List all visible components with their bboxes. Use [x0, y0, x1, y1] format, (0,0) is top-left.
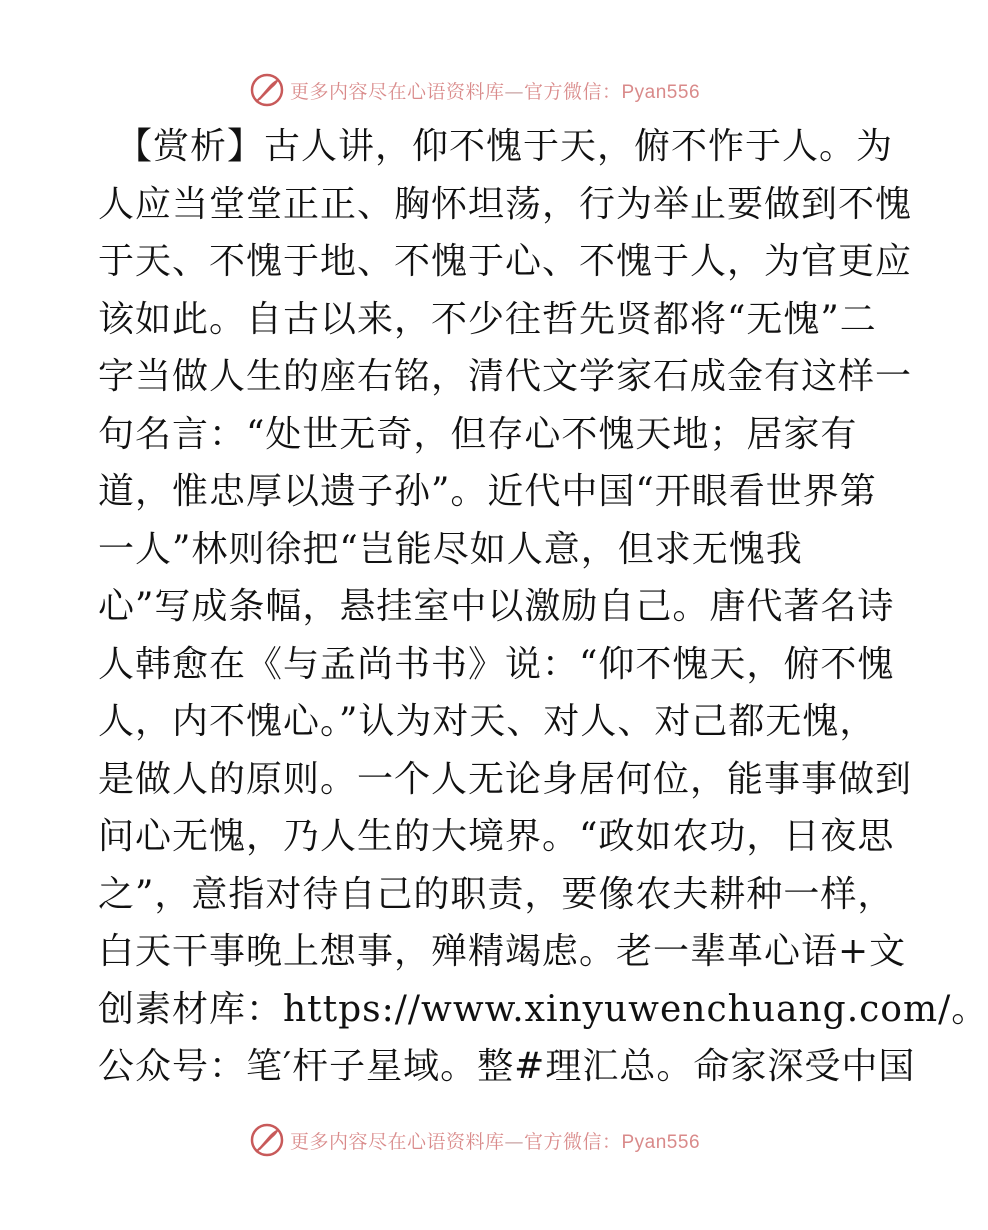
document-body: [98, 118, 988, 1118]
footer-watermark-banner: [0, 1120, 950, 1160]
text-line: 该如此。自古以来，不少往哲先贤都将“无愧”二: [98, 298, 877, 340]
text-line: 人应当堂堂正正、胸怀坦荡，行为举止要做到不愧: [98, 183, 913, 225]
banner-contact-id: Pyan556: [621, 1131, 701, 1153]
quill-pen-logo-icon: [250, 73, 284, 107]
banner-separator: —: [504, 1130, 524, 1153]
banner-title: 更多内容尽在心语资料库: [289, 1130, 505, 1153]
text-line: 白天干事晚上想事，殚精竭虑。老一辈革心语+文: [98, 931, 907, 972]
text-line: 字当做人生的座右铭，清代文学家石成金有这样一: [98, 356, 913, 397]
banner-contact-label: 官方微信：: [523, 1130, 622, 1153]
text-line: 心”写成条幅，悬挂室中以激励自己。唐代著名诗: [98, 586, 895, 627]
banner-contact-id: Pyan556: [621, 81, 701, 103]
text-line: 问心无愧，乃人生的大境界。“政如农功，日夜思: [98, 816, 895, 857]
text-line: 句名言：“处世无奇，但存心不愧天地；居家有: [98, 413, 858, 455]
text-line: 人韩愈在《与孟尚书书》说：“仰不愧天，俯不愧: [98, 643, 895, 685]
text-line: 于天、不愧于地、不愧于心、不愧于人，为官更应: [98, 241, 913, 282]
banner-separator: —: [504, 80, 524, 103]
text-line: 道，惟忠厚以遗子孙”。近代中国“开眼看世界第: [98, 471, 877, 512]
quill-pen-logo-icon: [250, 1123, 284, 1157]
text-line: 一人”林则徐把“岂能尽如人意，但求无愧我: [98, 528, 803, 570]
text-line: 创素材库：https://www.xinyuwenchuang.com/。: [98, 988, 988, 1030]
header-watermark-banner: [0, 70, 950, 110]
banner-title: 更多内容尽在心语资料库: [289, 80, 505, 103]
text-line: 公众号：笔′杆子星域。整#理汇总。命家深受中国: [98, 1046, 916, 1087]
text-line: 之”，意指对待自己的职责，要像农夫耕种一样，: [98, 873, 895, 915]
footer-watermark: [250, 1123, 700, 1157]
header-watermark: [250, 73, 700, 107]
text-line: 人，内不愧心。”认为对天、对人、对己都无愧，: [98, 701, 877, 742]
banner-contact-label: 官方微信：: [523, 80, 622, 103]
text-line: 【赏析】古人讲，仰不愧于天，俯不怍于人。为: [116, 126, 894, 167]
text-line: 是做人的原则。一个人无论身居何位，能事事做到: [98, 758, 913, 800]
